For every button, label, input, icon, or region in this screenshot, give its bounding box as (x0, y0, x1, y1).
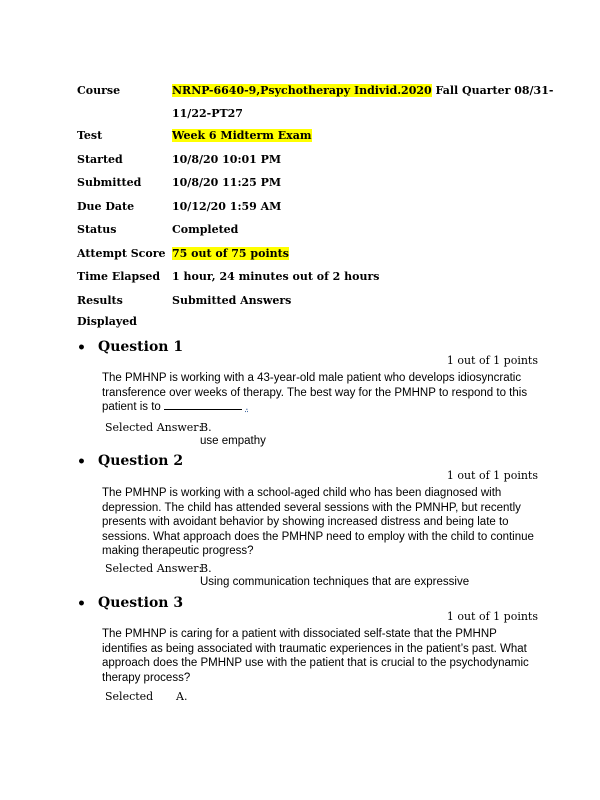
question-1-text (102, 371, 542, 415)
time-elapsed-value: 1 hour, 24 minutes out of 2 hours (172, 270, 380, 283)
test-name-highlight: Week 6 Midterm Exam (172, 129, 312, 142)
test-label: Test (77, 129, 103, 142)
question-1-selected-label: Selected Answer: (105, 421, 203, 434)
question-2-points: 1 out of 1 points (446, 469, 538, 482)
question-3-bullet: • (77, 596, 86, 612)
question-1-selected-letter: B. (200, 421, 212, 434)
question-1-tail: . (245, 401, 249, 413)
question-1-title: Question 1 (98, 339, 184, 355)
course-name-highlight: NRNP-6640-9,Psychotherapy Individ.2020 (172, 84, 432, 97)
question-2-bullet: • (77, 454, 86, 470)
question-3-text: The PMHNP is caring for a patient with dissociated self-state that the PMHNP identifies as being associated with traumatic experiences in the patient’s past. What approach does the PMHNP use with the patient that is crucial to the psychodynamic therapy process? (102, 628, 529, 684)
test-value (172, 129, 312, 143)
question-1-selected-answer: use empathy (200, 435, 266, 447)
course-value (172, 84, 553, 98)
results-value: Submitted Answers (172, 294, 292, 307)
time-elapsed-label: Time Elapsed (77, 270, 161, 283)
status-label: Status (77, 223, 117, 236)
question-2-selected-label: Selected Answer: (105, 562, 203, 575)
attempt-score-highlight: 75 out of 75 points (172, 247, 289, 260)
question-1-bullet: • (77, 340, 86, 356)
results-label-line1: Results (77, 294, 123, 307)
attempt-score-label: Attempt Score (77, 247, 166, 260)
results-label-line2: Displayed (77, 315, 137, 328)
question-1-points: 1 out of 1 points (446, 354, 538, 367)
attempt-score-value (172, 247, 289, 261)
question-2-title: Question 2 (98, 453, 184, 469)
question-3-selected-letter: A. (176, 690, 188, 703)
started-label: Started (77, 153, 123, 166)
question-1-stem: The PMHNP is working with a 43-year-old male patient who develops idiosyncratic transference over weeks of therapy. The best way for the PMHNP to respond to this patient is to (102, 372, 528, 413)
due-date-value: 10/12/20 1:59 AM (172, 200, 282, 213)
course-label: Course (77, 84, 121, 97)
submitted-label: Submitted (77, 176, 142, 189)
question-1-blank (164, 400, 242, 410)
course-value-line2: 11/22-PT27 (172, 107, 243, 120)
started-value: 10/8/20 10:01 PM (172, 153, 282, 166)
course-term: Fall Quarter 08/31- (431, 84, 554, 97)
submitted-value: 10/8/20 11:25 PM (172, 176, 282, 189)
question-2-text: The PMHNP is working with a school-aged child who has been diagnosed with depression. The child has attended several sessions with the PMNHP, but recently presents with avoidant behavior by showing increased distress and being late to sessions. What approach does the PMHNP need to employ with the child to continue making therapeutic progress? (102, 487, 534, 557)
question-2-selected-letter: B. (200, 562, 212, 575)
status-value: Completed (172, 223, 239, 236)
question-2-selected-answer: Using communication techniques that are expressive (200, 576, 470, 588)
question-3-selected-label: Selected (105, 690, 154, 703)
question-3-points: 1 out of 1 points (446, 610, 538, 623)
question-3-title: Question 3 (98, 595, 184, 611)
due-date-label: Due Date (77, 200, 135, 213)
